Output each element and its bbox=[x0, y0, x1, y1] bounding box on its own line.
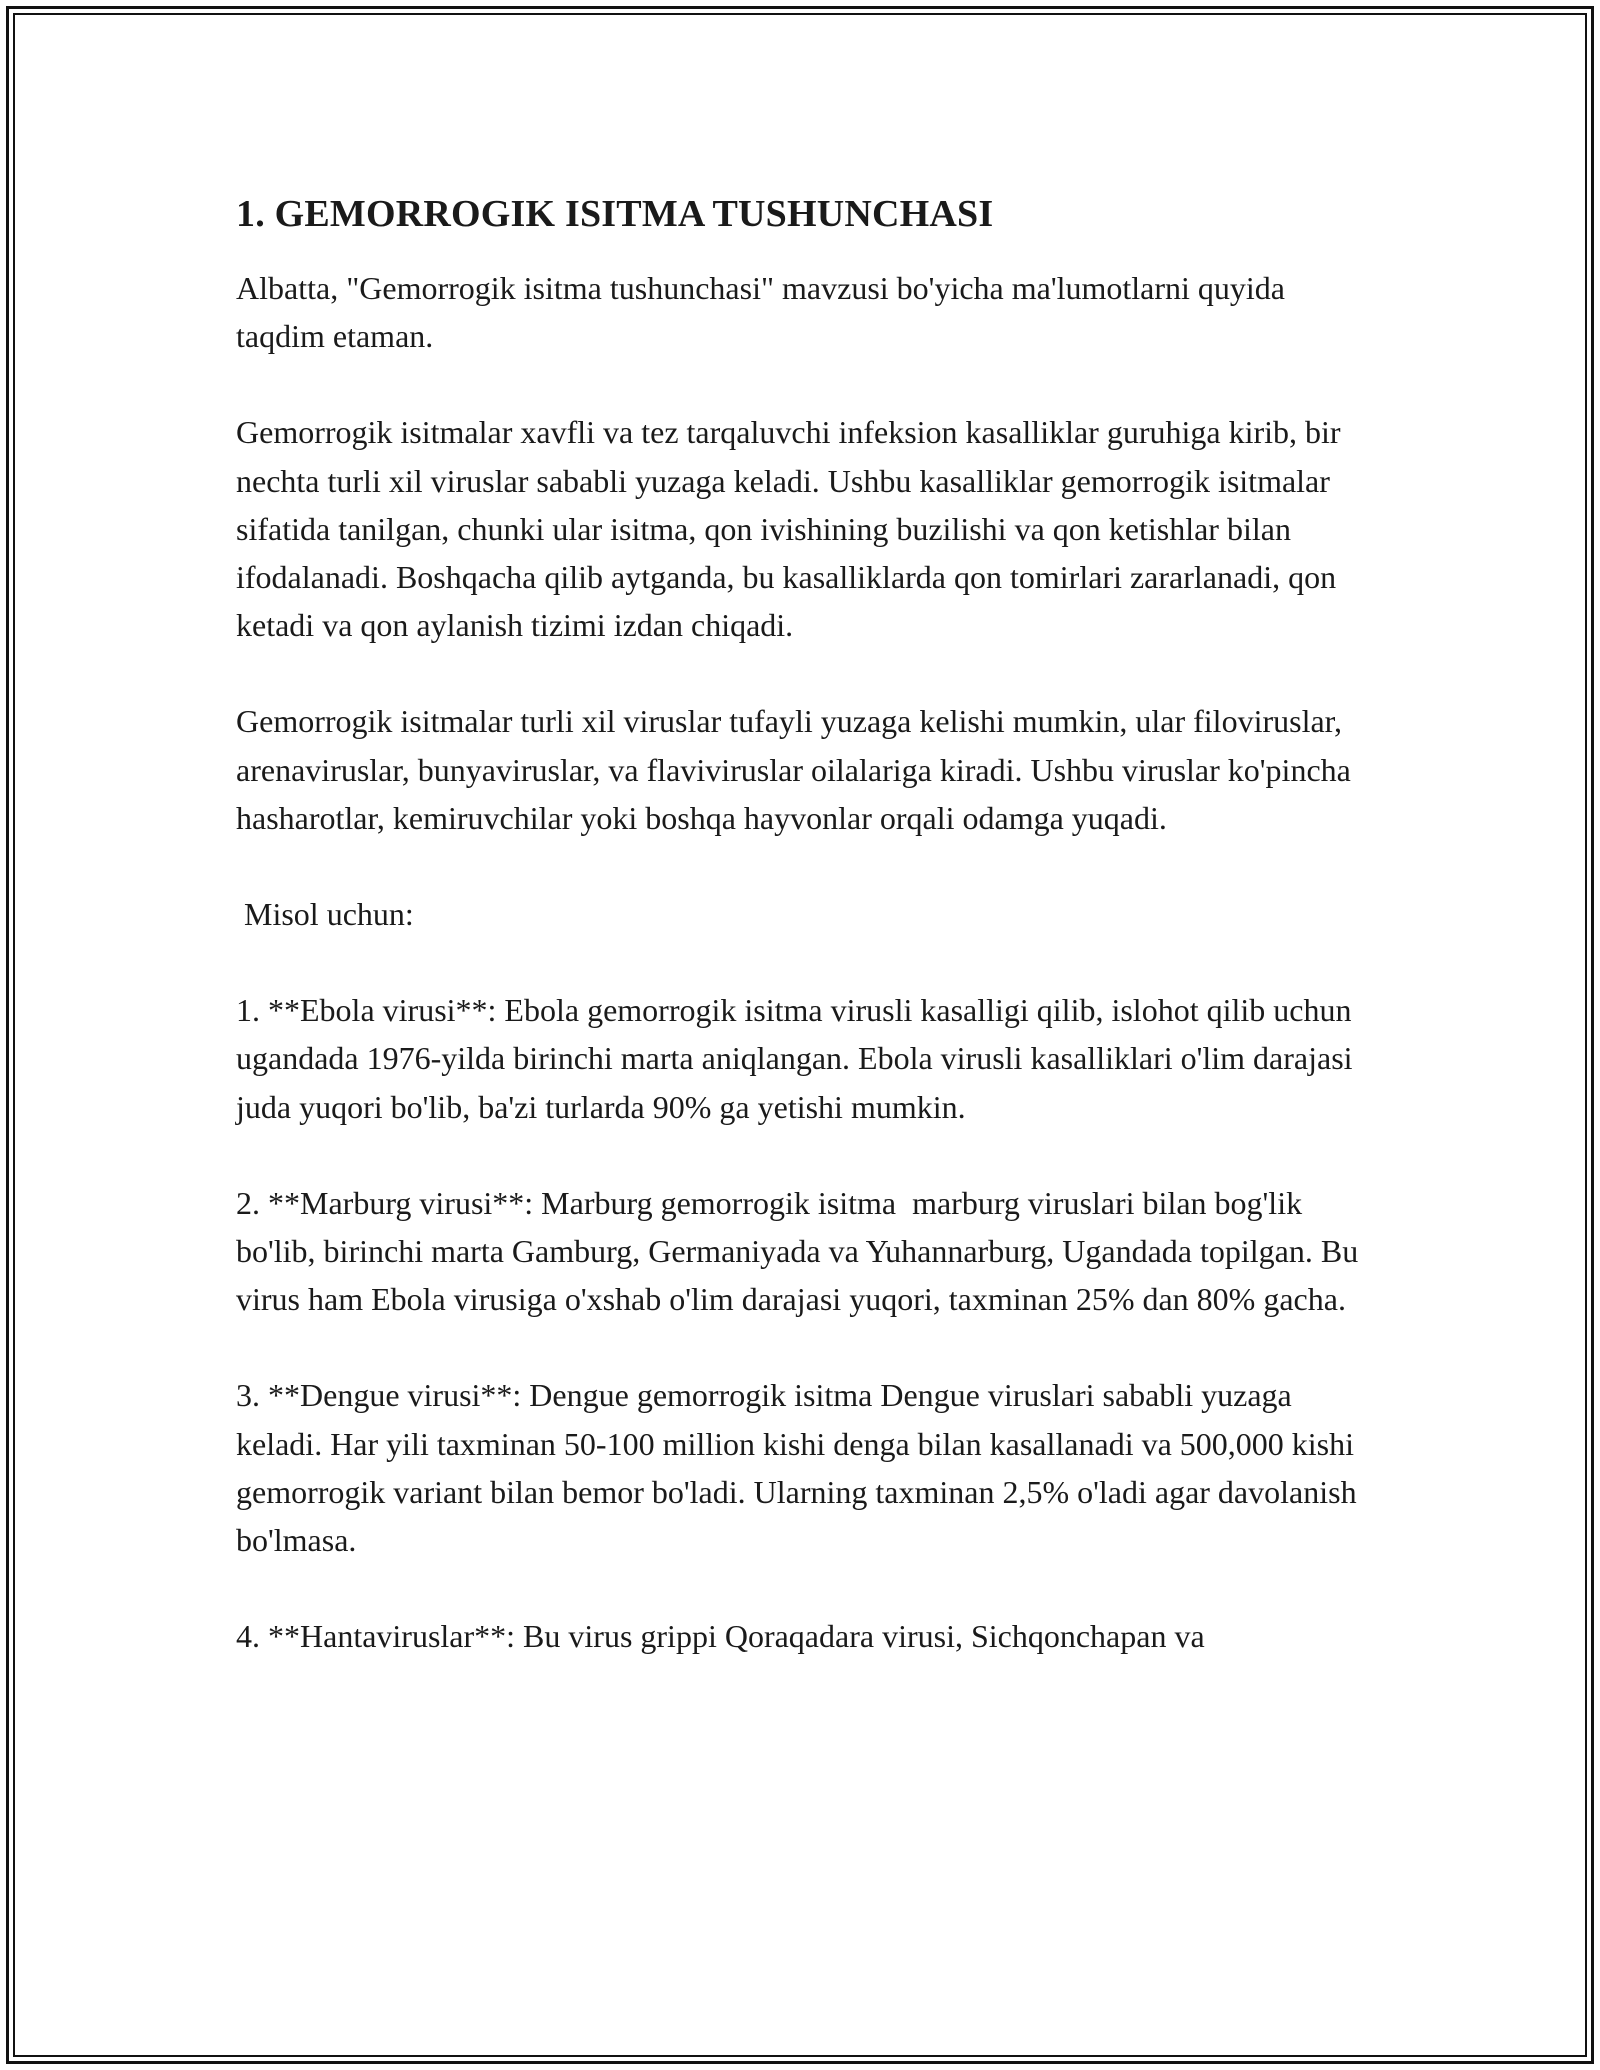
document-body bbox=[236, 188, 1376, 1708]
intro-paragraph: Albatta, "Gemorrogik isitma tushunchasi" mavzusi bo'yicha ma'lumotlarni quyida taqdim etaman. bbox=[236, 270, 1293, 355]
examples-intro: Misol uchun: bbox=[236, 896, 414, 933]
section-heading: 1. GEMORROGIK ISITMA TUSHUNCHASI bbox=[236, 193, 994, 235]
definition-paragraph: Gemorrogik isitmalar xavfli va tez tarqaluvchi infeksion kasalliklar guruhiga kirib, bir nechta turli xil viruslar sababli yuzaga keladi. Ushbu kasalliklar gemorrogik isitmalar sifatida tanilgan, chunki ular isitma, qon ivishining buzilishi va qon ketishlar bilan ifodalanadi. Boshqacha qilib aytganda, bu kasalliklarda qon tomirlari zararlanadi, qon ketadi va qon aylanish tizimi izdan chiqadi. bbox=[236, 414, 1349, 644]
virus-families-paragraph: Gemorrogik isitmalar turli xil viruslar tufayli yuzaga kelishi mumkin, ular filoviruslar, arenaviruslar, bunyaviruslar, va flaviviruslar oilalariga kiradi. Ushbu viruslar ko'pincha hasharotlar, kemiruvchilar yoki boshqa hayvonlar orqali odamga yuqadi. bbox=[236, 703, 1359, 836]
list-item-dengue: 3. **Dengue virusi**: Dengue gemorrogik isitma Dengue viruslari sababli yuzaga keladi. Har yili taxminan 50-100 million kishi denga bilan kasallanadi va 500,000 kishi gemorrogik variant bilan bemor bo'ladi. Ularning taxminan 2,5% o'ladi agar davolanish bo'lmasa. bbox=[236, 1377, 1365, 1559]
list-item-ebola: 1. **Ebola virusi**: Ebola gemorrogik isitma virusli kasalligi qilib, islohot qilib uchun ugandada 1976-yilda birinchi marta aniqlangan. Ebola virusli kasalliklari o'lim darajasi juda yuqori bo'lib, ba'zi turlarda 90% ga yetishi mumkin. bbox=[236, 992, 1361, 1125]
list-item-marburg: 2. **Marburg virusi**: Marburg gemorrogik isitma marburg viruslari bilan bog'lik bo'lib, birinchi marta Gamburg, Germaniyada va Yuhannarburg, Ugandada topilgan. Bu virus ham Ebola virusiga o'xshab o'lim darajasi yuqori, taxminan 25% dan 80% gacha. bbox=[236, 1184, 1367, 1318]
list-item-hantavirus: 4. **Hantaviruslar**: Bu virus grippi Qoraqadara virusi, Sichqonchapan va bbox=[236, 1618, 1205, 1655]
